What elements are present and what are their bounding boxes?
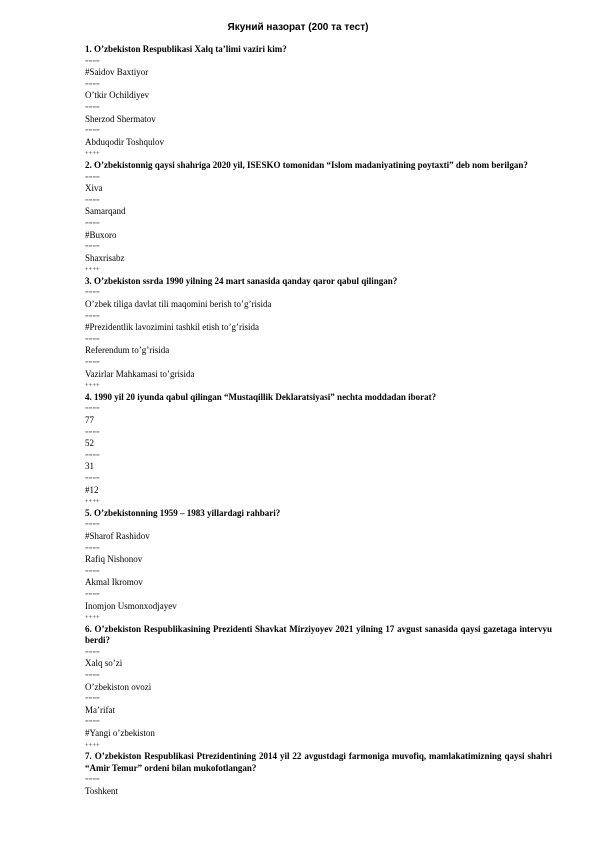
question-list	[85, 44, 552, 798]
separator: ====	[85, 103, 100, 111]
answer-option: #12	[85, 484, 99, 495]
question-terminator: ++++	[85, 266, 100, 274]
question-text: 3. O’zbekiston ssrda 1990 yilning 24 mart sanasida qanday qaror qabul qilingan?	[85, 275, 398, 286]
question-block	[85, 508, 552, 624]
separator: ====	[85, 451, 100, 459]
separator: ====	[85, 521, 100, 529]
question-text: 7. O’zbekiston Respublikasi Ptrezidentining 2014 yil 22 avgustdagi farmoniga muvofiq, mamlakatimizning qaysi shahri “Amir Temur” ordeni bilan mukofotlangan?	[85, 751, 552, 773]
answer-option: O’tkir Ochildiyev	[85, 90, 150, 101]
separator: ====	[85, 428, 100, 436]
separator: ====	[85, 57, 100, 65]
answer-option: O’zbek tiliga davlat tili maqomini berish to’g’risida	[85, 299, 272, 310]
separator: ====	[85, 672, 100, 680]
answer-option: Xiva	[85, 183, 103, 194]
answer-option: Ma’rifat	[85, 704, 115, 715]
question-block	[85, 392, 552, 508]
separator: ====	[85, 289, 100, 297]
answer-option: #Saidov Baxtiyor	[85, 67, 149, 78]
separator: ====	[85, 718, 100, 726]
answer-option: #Yangi o’zbekiston	[85, 728, 155, 739]
separator: ====	[85, 567, 100, 575]
separator: ====	[85, 127, 100, 135]
answer-option: Rafiq Nishonov	[85, 554, 143, 565]
question-terminator: ++++	[85, 741, 100, 749]
question-terminator: ++++	[85, 150, 100, 158]
separator: ====	[85, 243, 100, 251]
answer-option: #Buxoro	[85, 229, 117, 240]
answer-option: Samarqand	[85, 206, 126, 217]
answer-option: Akmal Ikromov	[85, 577, 143, 588]
answer-option: Inomjon Usmonxodjayev	[85, 600, 177, 611]
answer-option: 31	[85, 461, 94, 472]
question-block	[85, 44, 552, 160]
answer-option: Xalq so’zi	[85, 658, 123, 669]
answer-option: Shaxrisabz	[85, 252, 125, 263]
page-title: Якуний назорат (200 та тест)	[227, 22, 369, 33]
question-block	[85, 276, 552, 392]
answer-option: Referendum to’g’risida	[85, 345, 170, 356]
question-block	[85, 624, 552, 752]
answer-option: Sherzod Shermatov	[85, 113, 156, 124]
separator: ====	[85, 695, 100, 703]
question-text: 4. 1990 yil 20 iyunda qabul qilingan “Mustaqillik Deklaratsiyasi” nechta moddadan iborat?	[85, 391, 437, 402]
question-block	[85, 160, 552, 276]
question-block	[85, 751, 552, 797]
answer-option: 77	[85, 415, 94, 425]
answer-option: O’zbekiston ovozi	[85, 681, 152, 692]
answer-option: Toshkent	[85, 786, 118, 796]
separator: ====	[85, 544, 100, 552]
separator: ====	[85, 219, 100, 227]
question-text: 2. O’zbekistonnig qaysi shahriga 2020 yil, ISESKO tomonidan “Islom madaniyatining poytaxti” deb nom berilgan?	[85, 159, 528, 170]
question-text: 6. O’zbekiston Respublikasining Prezidenti Shavkat Mirziyoyev 2021 yilning 17 avgust sanasida qaysi gazetaga intervyu berdi?	[85, 623, 552, 646]
separator: ====	[85, 474, 100, 482]
question-terminator: ++++	[85, 498, 100, 506]
answer-option: Abduqodir Toshqulov	[85, 136, 164, 147]
separator: ====	[85, 359, 100, 367]
answer-option: #Prezidentlik lavozimini tashkil etish to’g’risida	[85, 322, 259, 333]
separator: ====	[85, 776, 100, 784]
separator: ====	[85, 405, 100, 413]
answer-option: 52	[85, 438, 94, 449]
question-text: 5. O’zbekistonning 1959 – 1983 yillardagi rahbari?	[85, 507, 281, 518]
question-terminator: ++++	[85, 382, 100, 390]
answer-option: Vazirlar Mahkamasi to’grisida	[85, 368, 195, 379]
separator: ====	[85, 648, 100, 656]
question-text: 1. O’zbekiston Respublikasi Xalq ta’limi vaziri kim?	[85, 44, 287, 54]
question-terminator: ++++	[85, 614, 100, 622]
answer-option: #Sharof Rashidov	[85, 530, 150, 541]
separator: ====	[85, 590, 100, 598]
separator: ====	[85, 312, 100, 320]
separator: ====	[85, 173, 100, 181]
separator: ====	[85, 335, 100, 343]
separator: ====	[85, 196, 100, 204]
separator: ====	[85, 80, 100, 88]
